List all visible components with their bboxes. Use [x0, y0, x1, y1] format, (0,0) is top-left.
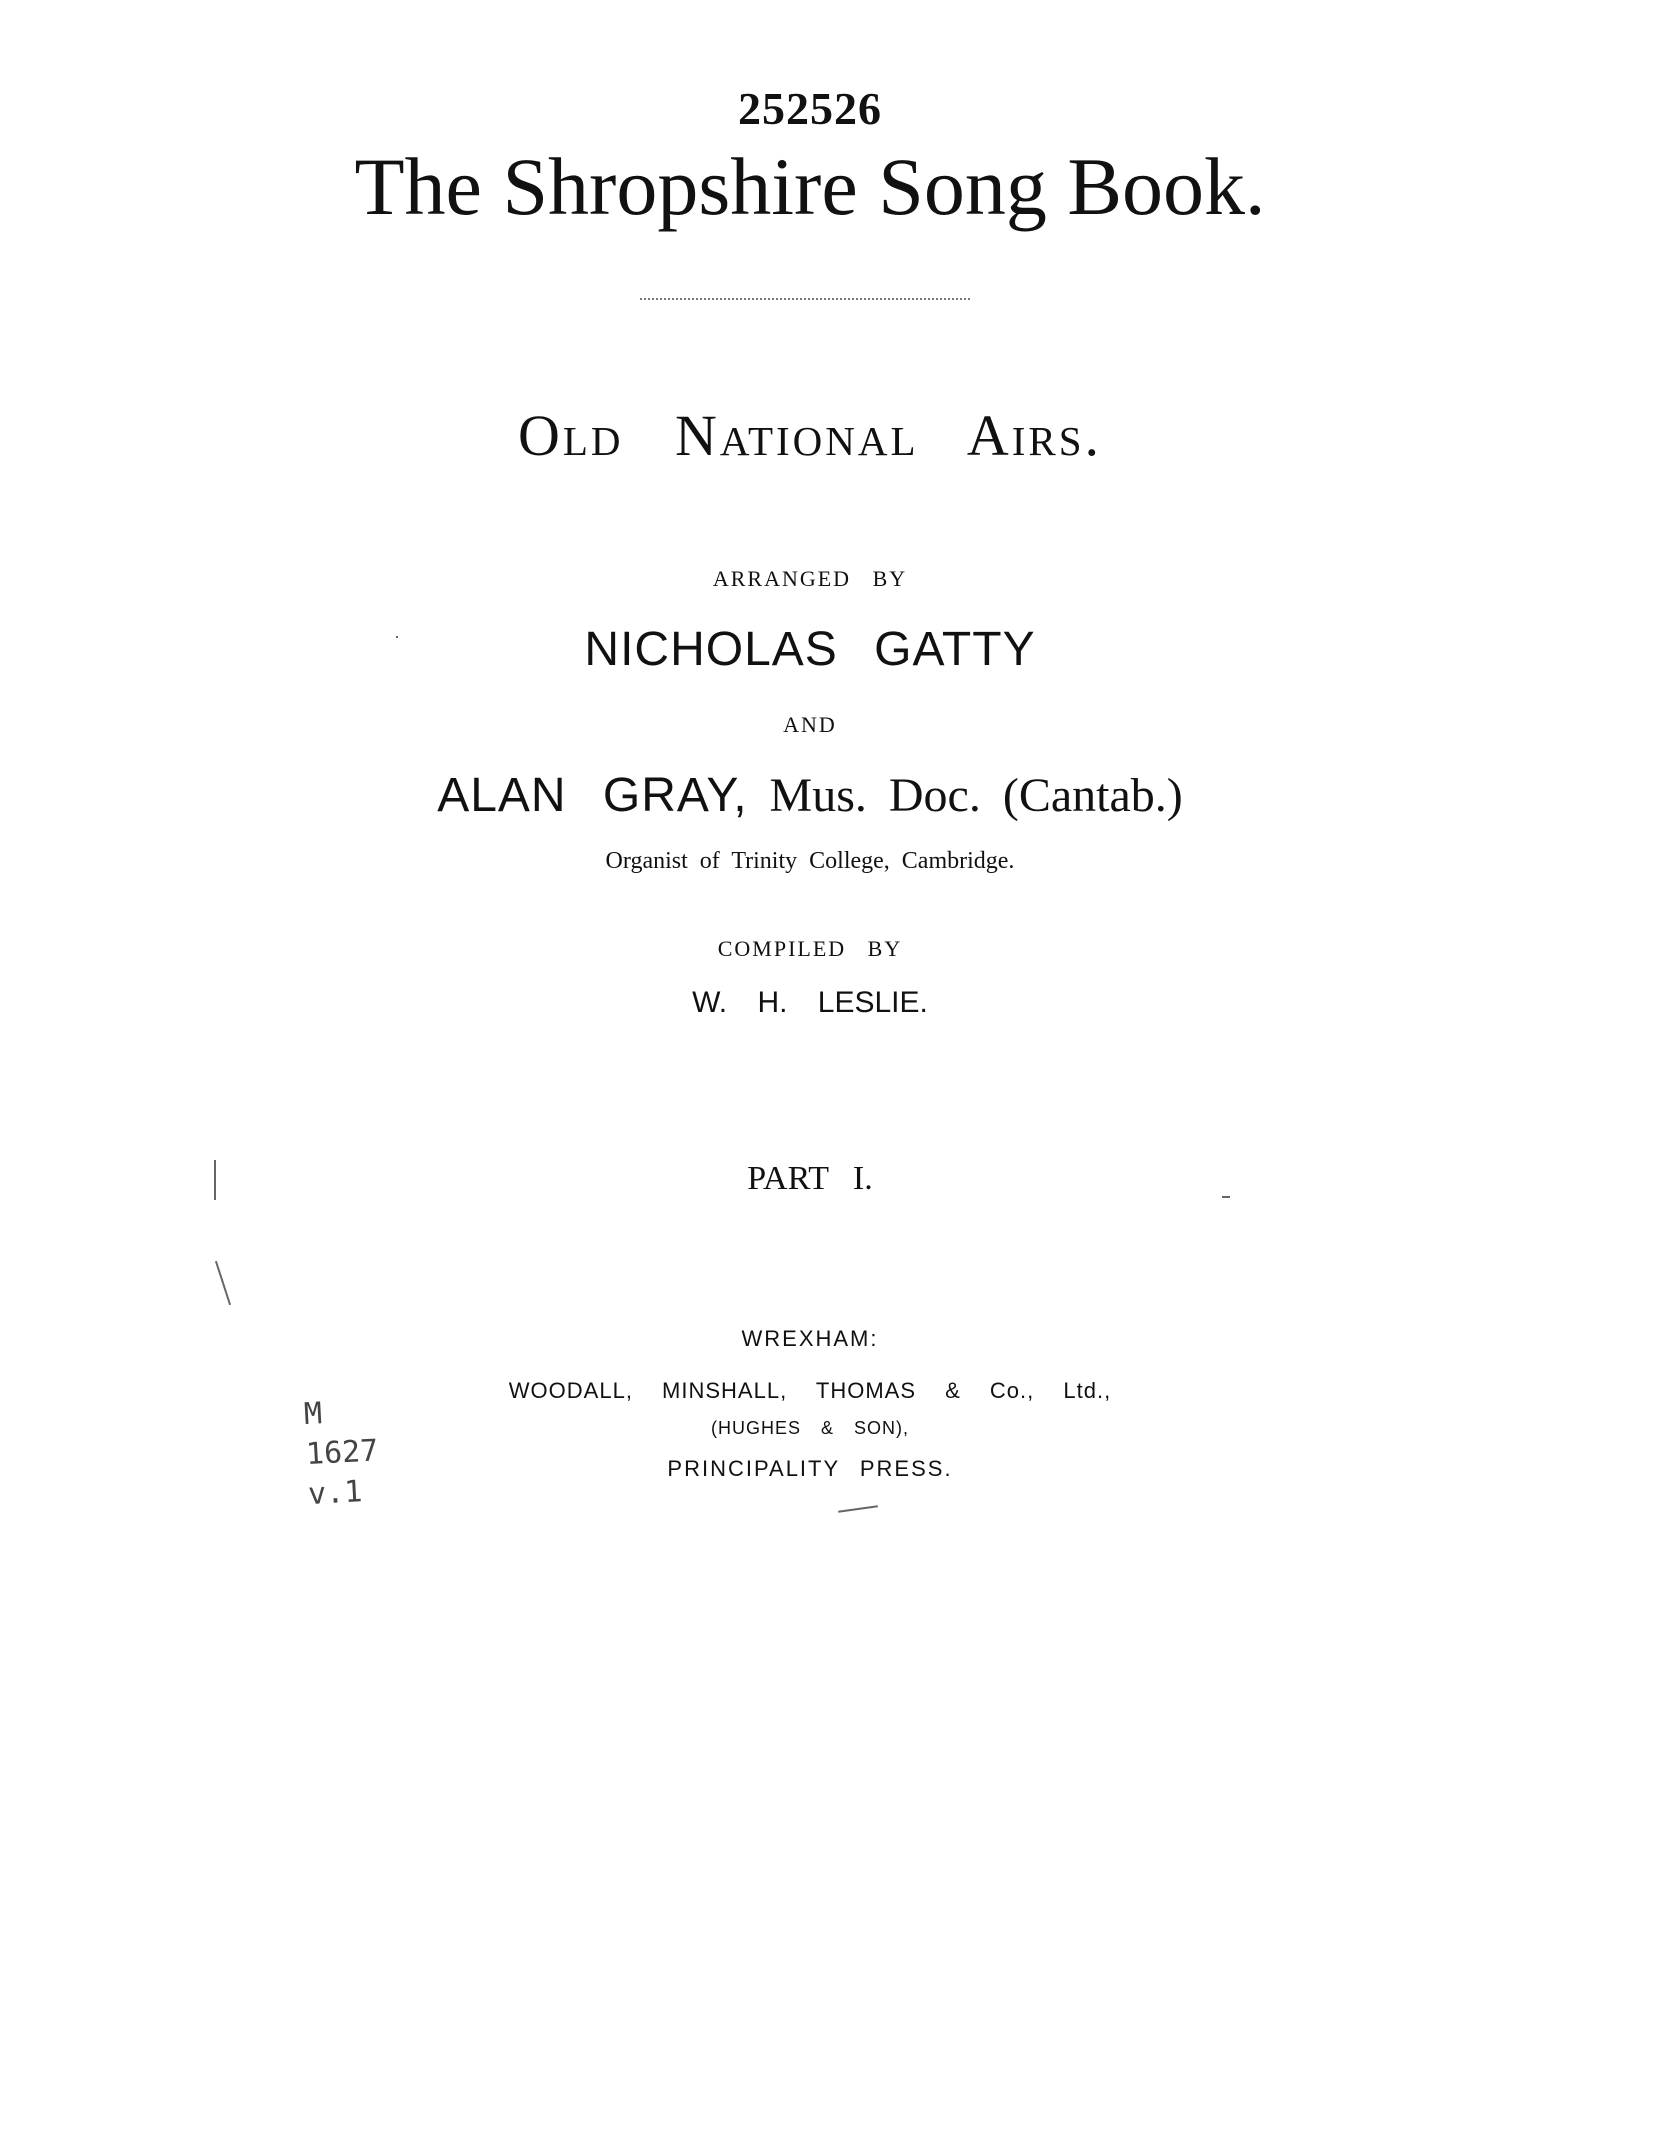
part-label: PART I.: [747, 1160, 873, 1197]
arranger-degree: Mus. Doc. (Cantab.): [769, 769, 1183, 822]
handwritten-call-number: [303, 1389, 429, 1515]
scan-mark: [214, 1160, 216, 1200]
call-number-line: v.1: [307, 1474, 364, 1513]
call-number-line: M: [303, 1396, 323, 1433]
arranger-2: [0, 768, 1620, 823]
arranged-by-label: ARRANGED BY: [712, 566, 908, 591]
arranger-name-1: NICHOLAS GATTY: [584, 623, 1036, 676]
scan-mark: [215, 1261, 231, 1305]
arranger-position: Organist of Trinity College, Cambridge.: [605, 848, 1015, 874]
call-number-line: 1627: [305, 1433, 380, 1473]
catalog-number: 252526: [738, 83, 882, 134]
decorative-rule: [640, 298, 970, 300]
scan-mark: [396, 636, 398, 638]
publisher-place: WREXHAM:: [741, 1326, 879, 1351]
compiler-name: W. H. LESLIE.: [692, 986, 928, 1019]
publisher-subtitle: (HUGHES & SON),: [710, 1418, 909, 1438]
compiled-by-label: COMPILED BY: [717, 936, 903, 961]
and-label: AND: [783, 712, 837, 737]
arranger-name-2: ALAN GRAY,: [437, 769, 748, 822]
publisher-press: PRINCIPALITY PRESS.: [667, 1456, 953, 1481]
book-title: The Shropshire Song Book.: [354, 141, 1266, 232]
book-subtitle: Old National Airs.: [517, 403, 1103, 468]
publisher-name: WOODALL, MINSHALL, THOMAS & Co., Ltd.,: [508, 1378, 1112, 1403]
scan-mark: [838, 1505, 878, 1513]
scan-mark: [1222, 1196, 1230, 1198]
